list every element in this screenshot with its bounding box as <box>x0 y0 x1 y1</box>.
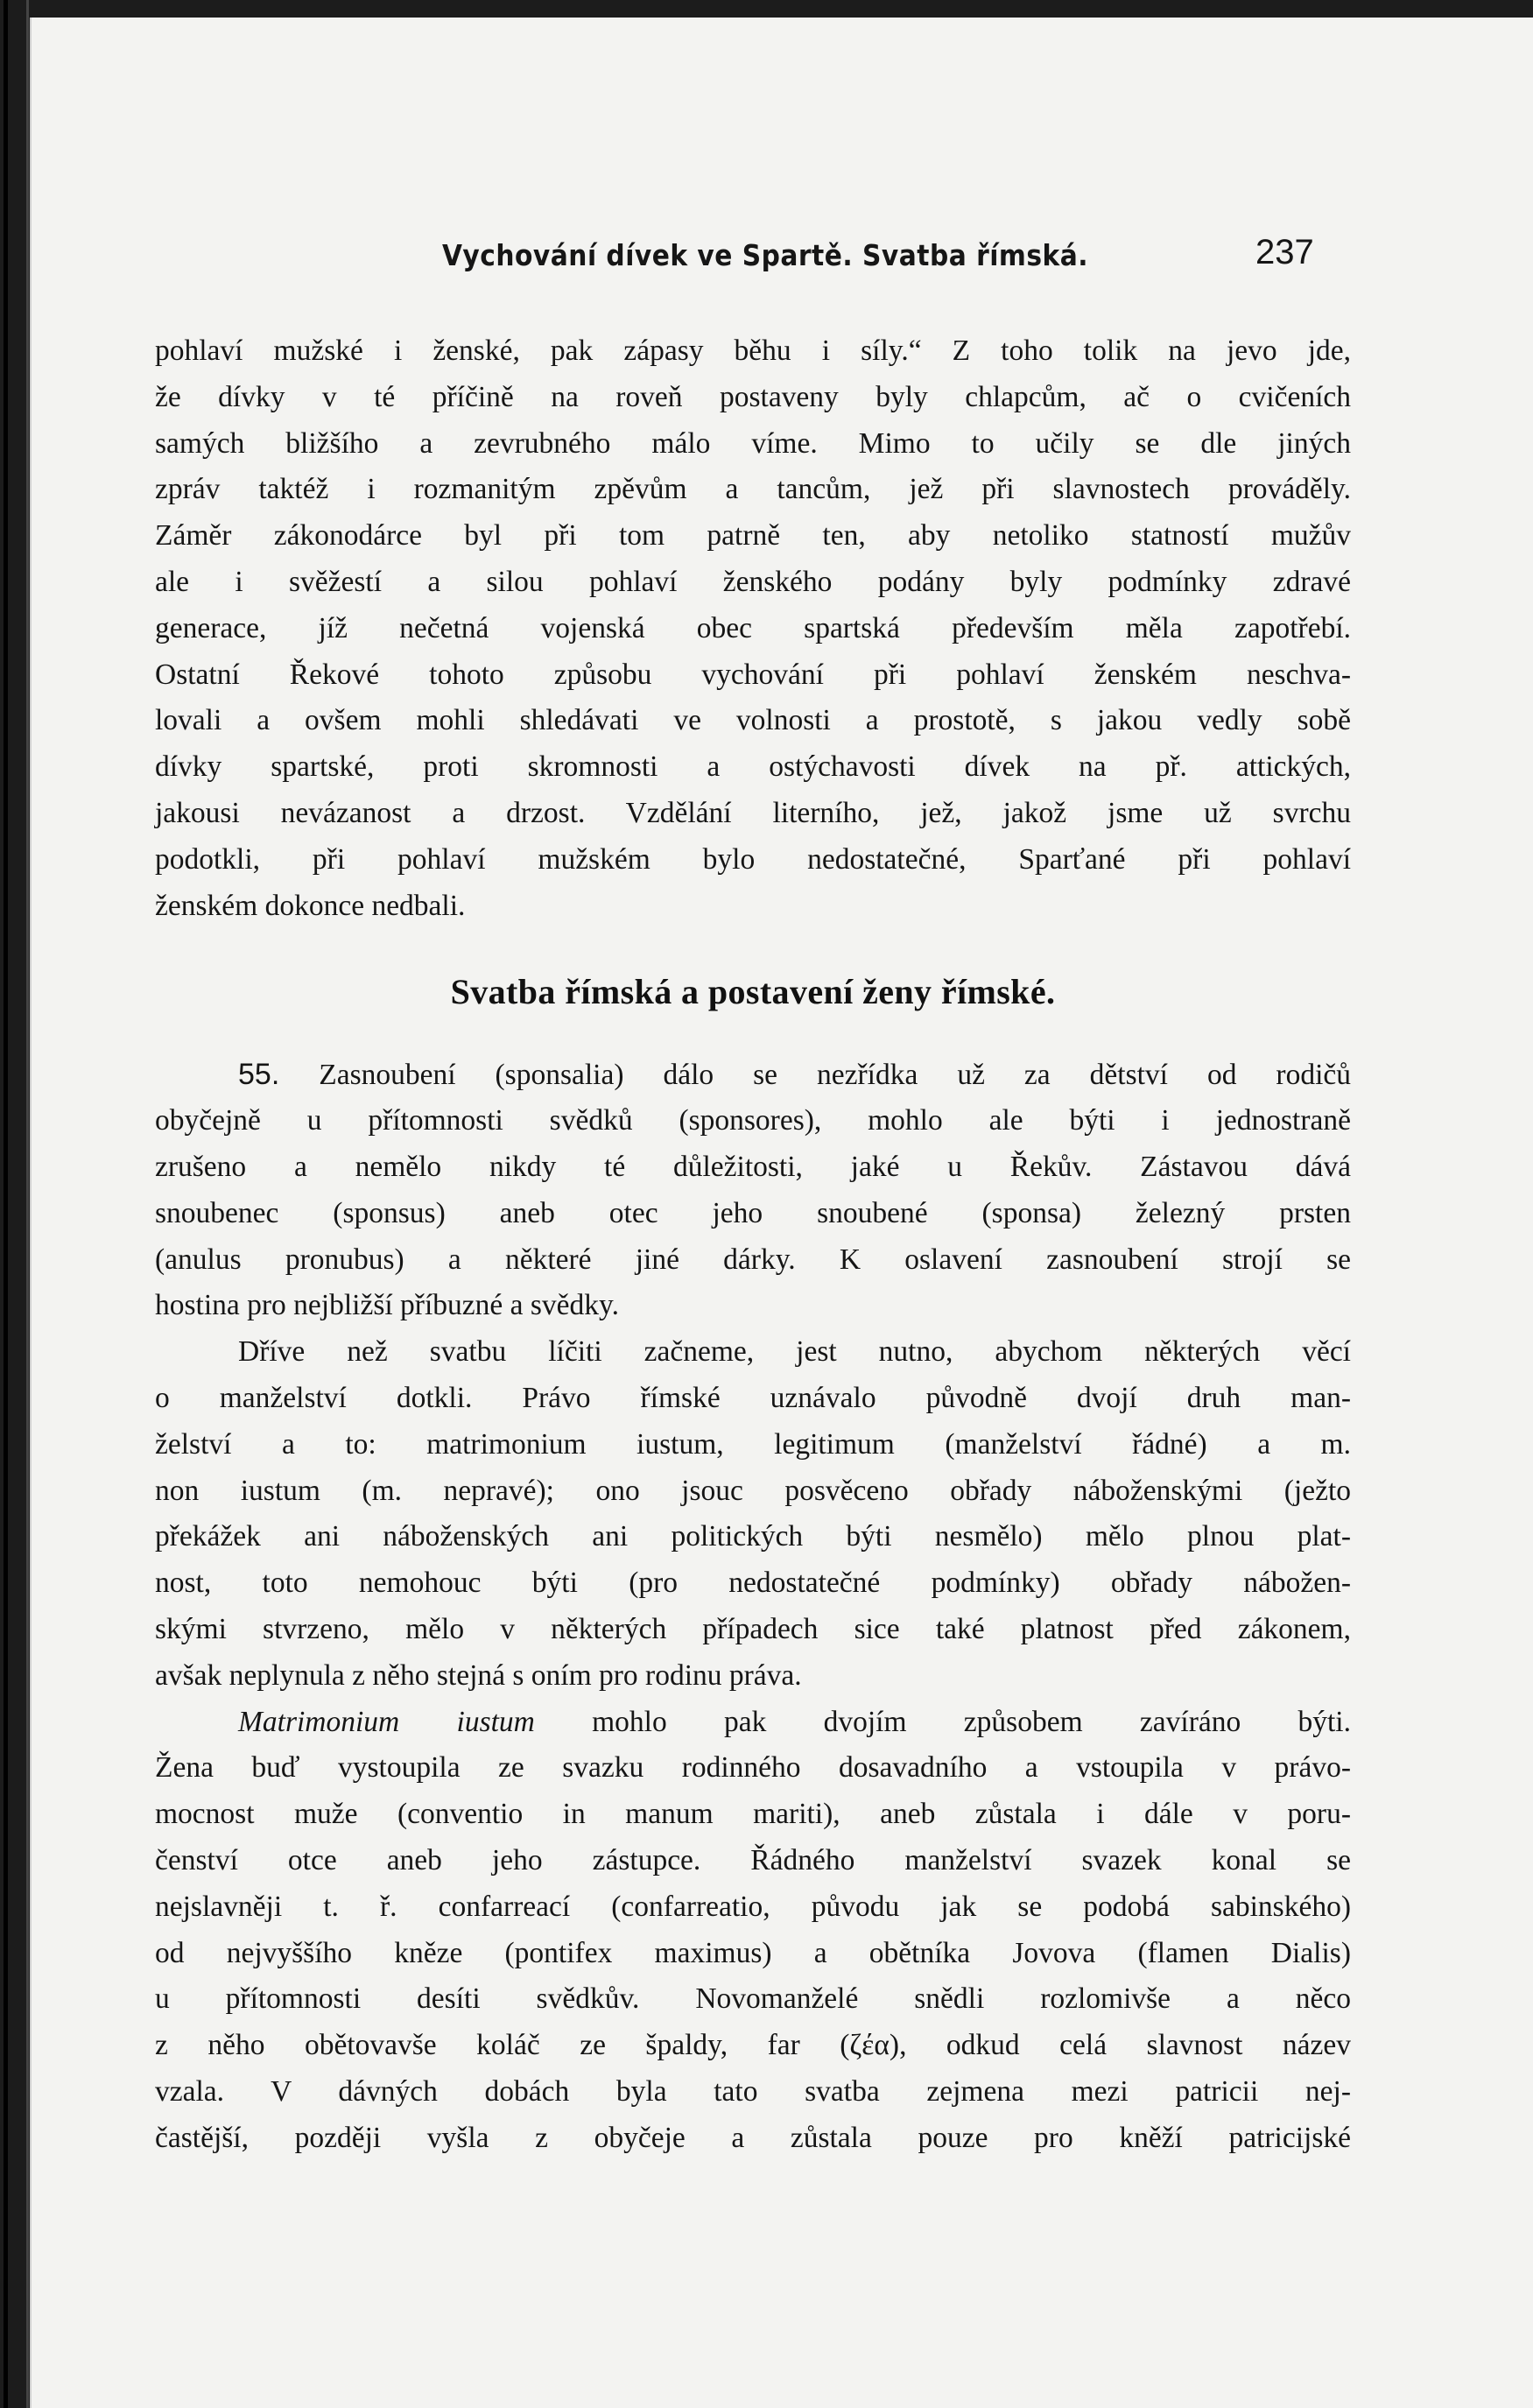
text-line: od nejvyššího kněze (pontifex maximus) a obětníka Jovova (flamen Dialis) <box>155 1936 1351 1969</box>
text-line-first <box>155 1052 1351 1098</box>
text-line: podotkli, při pohlaví mužském bylo nedostatečné, Sparťané při pohlaví <box>155 842 1351 876</box>
text-line: Ostatní Řekové tohoto způsobu vychování při pohlaví ženském neschva- <box>155 658 1351 691</box>
text-line: u přítomnosti desíti svědkův. Novomanželé snědli rozlomivše a něco <box>155 1982 1351 2016</box>
paragraph-3 <box>155 1329 1351 1699</box>
paragraph-4-start: mohlo pak dvojím způsobem zavíráno býti. <box>534 1705 1351 1738</box>
italic-term: Matrimonium iustum <box>238 1705 535 1738</box>
text-line: samých bližšího a zevrubného málo víme. Mimo to učily se dle jiných <box>155 426 1351 460</box>
text-line: překážek ani náboženských ani politických býti nesmělo) mělo plnou plat- <box>155 1520 1351 1553</box>
text-line: lovali a ovšem mohli shledávati ve volnosti a prostotě, s jakou vedly sobě <box>155 704 1351 737</box>
text-line: generace, jíž nečetná vojenská obec spartská především měla zapotřebí. <box>155 611 1351 644</box>
text-line: snoubenec (sponsus) aneb otec jeho snoubené (sponsa) železný prsten <box>155 1196 1351 1229</box>
text-line: Záměr zákonodárce byl při tom patrně ten, aby netoliko statností mužův <box>155 519 1351 553</box>
text-line: čenství otce aneb jeho zástupce. Řádného manželství svazek konal se <box>155 1843 1351 1876</box>
text-line: zpráv taktéž i rozmanitým zpěvům a tancům, jež při slavnostech prováděly. <box>155 473 1351 506</box>
text-line: obyčejně u přítomnosti svědků (sponsores), mohlo ale býti i jednostraně <box>155 1104 1351 1137</box>
section-heading: Svatba římská a postavení ženy římské. <box>450 972 1056 1012</box>
text-line: nejslavněji t. ř. confarreací (confarreatio, původu jak se podobá sabinského) <box>155 1890 1351 1923</box>
page-number: 237 <box>1255 233 1314 271</box>
text-line: pohlaví mužské i ženské, pak zápasy běhu i síly.“ Z toho tolik na jevo jde, <box>155 334 1351 367</box>
text-line: z něho obětovavše koláč ze špaldy, far (ζέα), odkud celá slavnost název <box>155 2029 1351 2062</box>
text-line-first <box>155 1700 1351 1746</box>
text-line: želství a to: matrimonium iustum, legitimum (manželství řádné) a m. <box>155 1427 1351 1461</box>
text-line: skými stvrzeno, mělo v některých případech sice také platnost před zákonem, <box>155 1612 1351 1645</box>
text-line: ženském dokonce nedbali. <box>155 889 466 922</box>
paragraph-2-start: Zasnoubení (sponsalia) dálo se nezřídka už za dětství od rodičů <box>319 1059 1352 1092</box>
text-line: ale i svěžestí a silou pohlaví ženského podány byly podmínky zdravé <box>155 565 1351 598</box>
text-line: častější, později vyšla z obyčeje a zůstala pouze pro kněží patricijské <box>155 2121 1351 2154</box>
text-line: Dříve než svatbu líčiti začneme, jest nutno, abychom některých věcí <box>238 1335 1351 1369</box>
body-text <box>155 328 1351 2161</box>
text-line: jakousi nevázanost a drzost. Vzdělání literního, jež, jakož jsme už svrchu <box>155 796 1351 829</box>
text-line: Žena buď vystoupila ze svazku rodinného dosavadního a vstoupila v právo- <box>155 1751 1351 1785</box>
paragraph-4 <box>155 1700 1351 2162</box>
text-line: non iustum (m. nepravé); ono jsouc posvěceno obřady náboženskými (ježto <box>155 1474 1351 1507</box>
text-line: (anulus pronubus) a některé jiné dárky. K oslavení zasnoubení strojí se <box>155 1243 1351 1276</box>
text-line: hostina pro nejbližší příbuzné a svědky. <box>155 1289 619 1322</box>
text-line: mocnost muže (conventio in manum mariti), aneb zůstala i dále v poru- <box>155 1798 1351 1831</box>
binding-edge-inner <box>26 0 29 2408</box>
paragraph-1 <box>155 328 1351 929</box>
section-number: 55. <box>238 1058 280 1092</box>
text-line: avšak neplynula z něho stejná s oním pro rodinu práva. <box>155 1658 802 1692</box>
paragraph-2 <box>155 1052 1351 1329</box>
running-head: Vychování dívek ve Spartě. Svatba římská. <box>441 238 1089 272</box>
text-line: vzala. V dávných dobách byla tato svatba zejmena mezi patricii nej- <box>155 2074 1351 2108</box>
text-line: o manželství dotkli. Právo římské uznávalo původně dvojí druh man- <box>155 1381 1351 1414</box>
text-line: zrušeno a nemělo nikdy té důležitosti, jaké u Řekův. Zástavou dává <box>155 1150 1351 1183</box>
book-page <box>30 18 1533 2408</box>
page-header <box>30 233 1533 282</box>
text-line: že dívky v té příčině na roveň postaveny byly chlapcům, ač o cvičeních <box>155 380 1351 413</box>
binding-edge <box>4 0 8 2408</box>
text-line: dívky spartské, proti skromnosti a ostýchavosti dívek na př. attických, <box>155 750 1351 784</box>
text-line: nost, toto nemohouc býti (pro nedostatečné podmínky) obřady nábožen- <box>155 1567 1351 1600</box>
